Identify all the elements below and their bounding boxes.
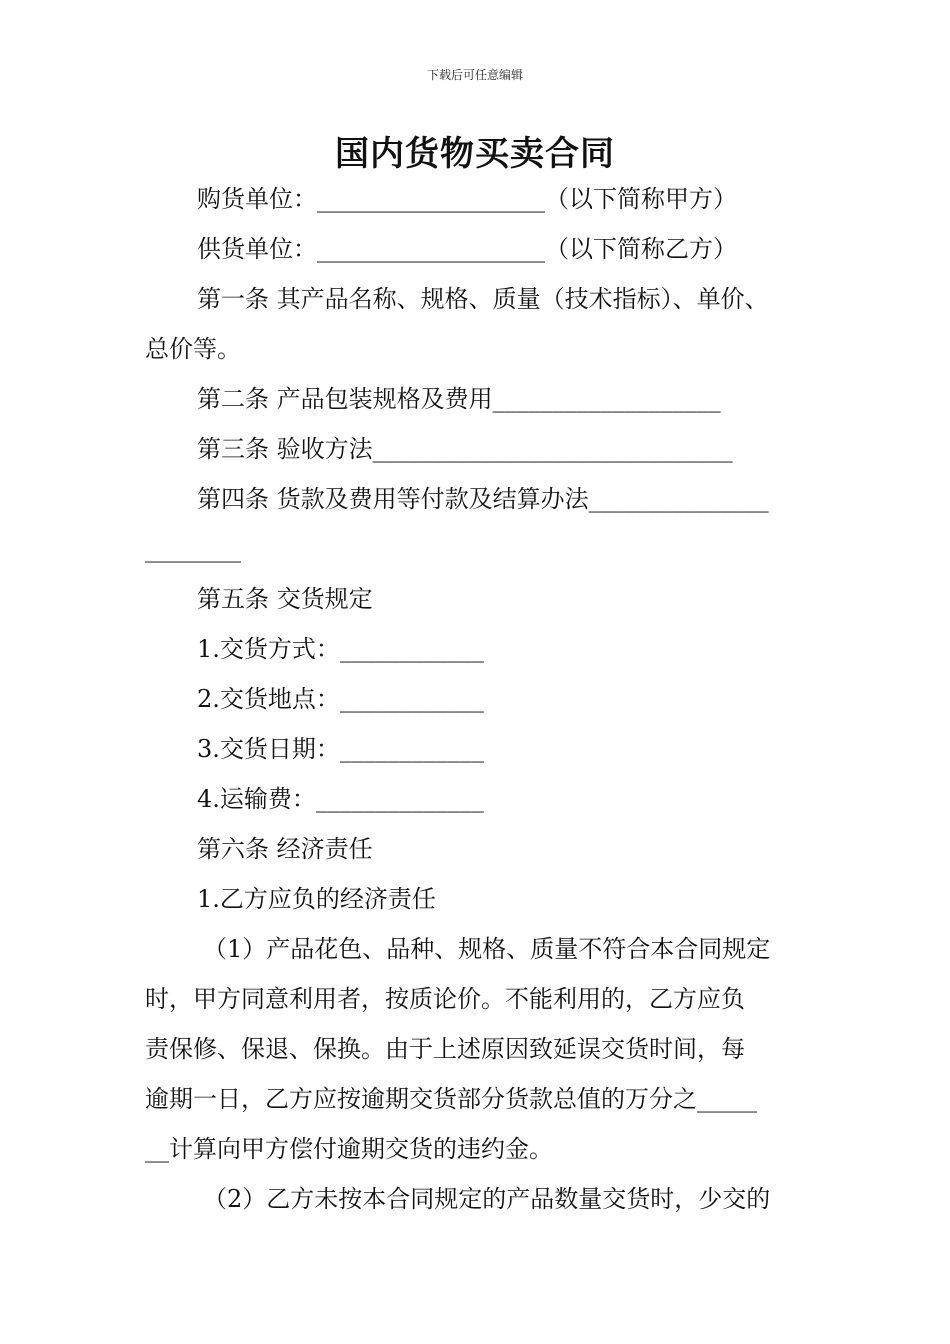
contract-body	[145, 174, 825, 1224]
clause-1-line-1: （1）产品花色、品种、规格、质量不符合本合同规定	[203, 935, 771, 963]
freight-line: 4.运输费：______________	[197, 785, 484, 813]
document-title: 国内货物买卖合同	[335, 134, 615, 174]
article-1-line: 第一条 其产品名称、规格、质量（技术指标）、单价、	[197, 285, 769, 313]
clause-1-line-5: __计算向甲方偿付逾期交货的违约金。	[145, 1135, 553, 1163]
article-4-continuation: ________	[145, 535, 241, 563]
article-1-continuation: 总价等。	[145, 335, 241, 363]
article-6-heading: 第六条 经济责任	[197, 835, 373, 863]
article-3-line: 第三条 验收方法______________________________	[197, 435, 733, 463]
seller-liability-heading: 1.乙方应负的经济责任	[197, 885, 436, 913]
buyer-unit-line: 购货单位：___________________（以下简称甲方）	[197, 185, 737, 213]
clause-1-line-3: 责保修、保退、保换。由于上述原因致延误交货时间，每	[145, 1035, 745, 1063]
page-header-note: 下载后可任意编辑	[426, 68, 523, 82]
supplier-unit-line: 供货单位：___________________（以下简称乙方）	[197, 235, 737, 263]
delivery-method-line: 1.交货方式：____________	[197, 635, 484, 663]
clause-1-line-2: 时，甲方同意利用者，按质论价。不能利用的，乙方应负	[145, 985, 745, 1013]
clause-2-line-1: （2）乙方未按本合同规定的产品数量交货时，少交的	[203, 1185, 771, 1213]
clause-1-line-4: 逾期一日，乙方应按逾期交货部分货款总值的万分之_____	[145, 1085, 757, 1113]
delivery-location-line: 2.交货地点：____________	[197, 685, 484, 713]
article-4-line: 第四条 货款及费用等付款及结算办法_______________	[197, 485, 769, 513]
article-2-line: 第二条 产品包装规格及费用___________________	[197, 385, 721, 413]
delivery-date-line: 3.交货日期：____________	[197, 735, 484, 763]
article-5-heading: 第五条 交货规定	[197, 585, 373, 613]
